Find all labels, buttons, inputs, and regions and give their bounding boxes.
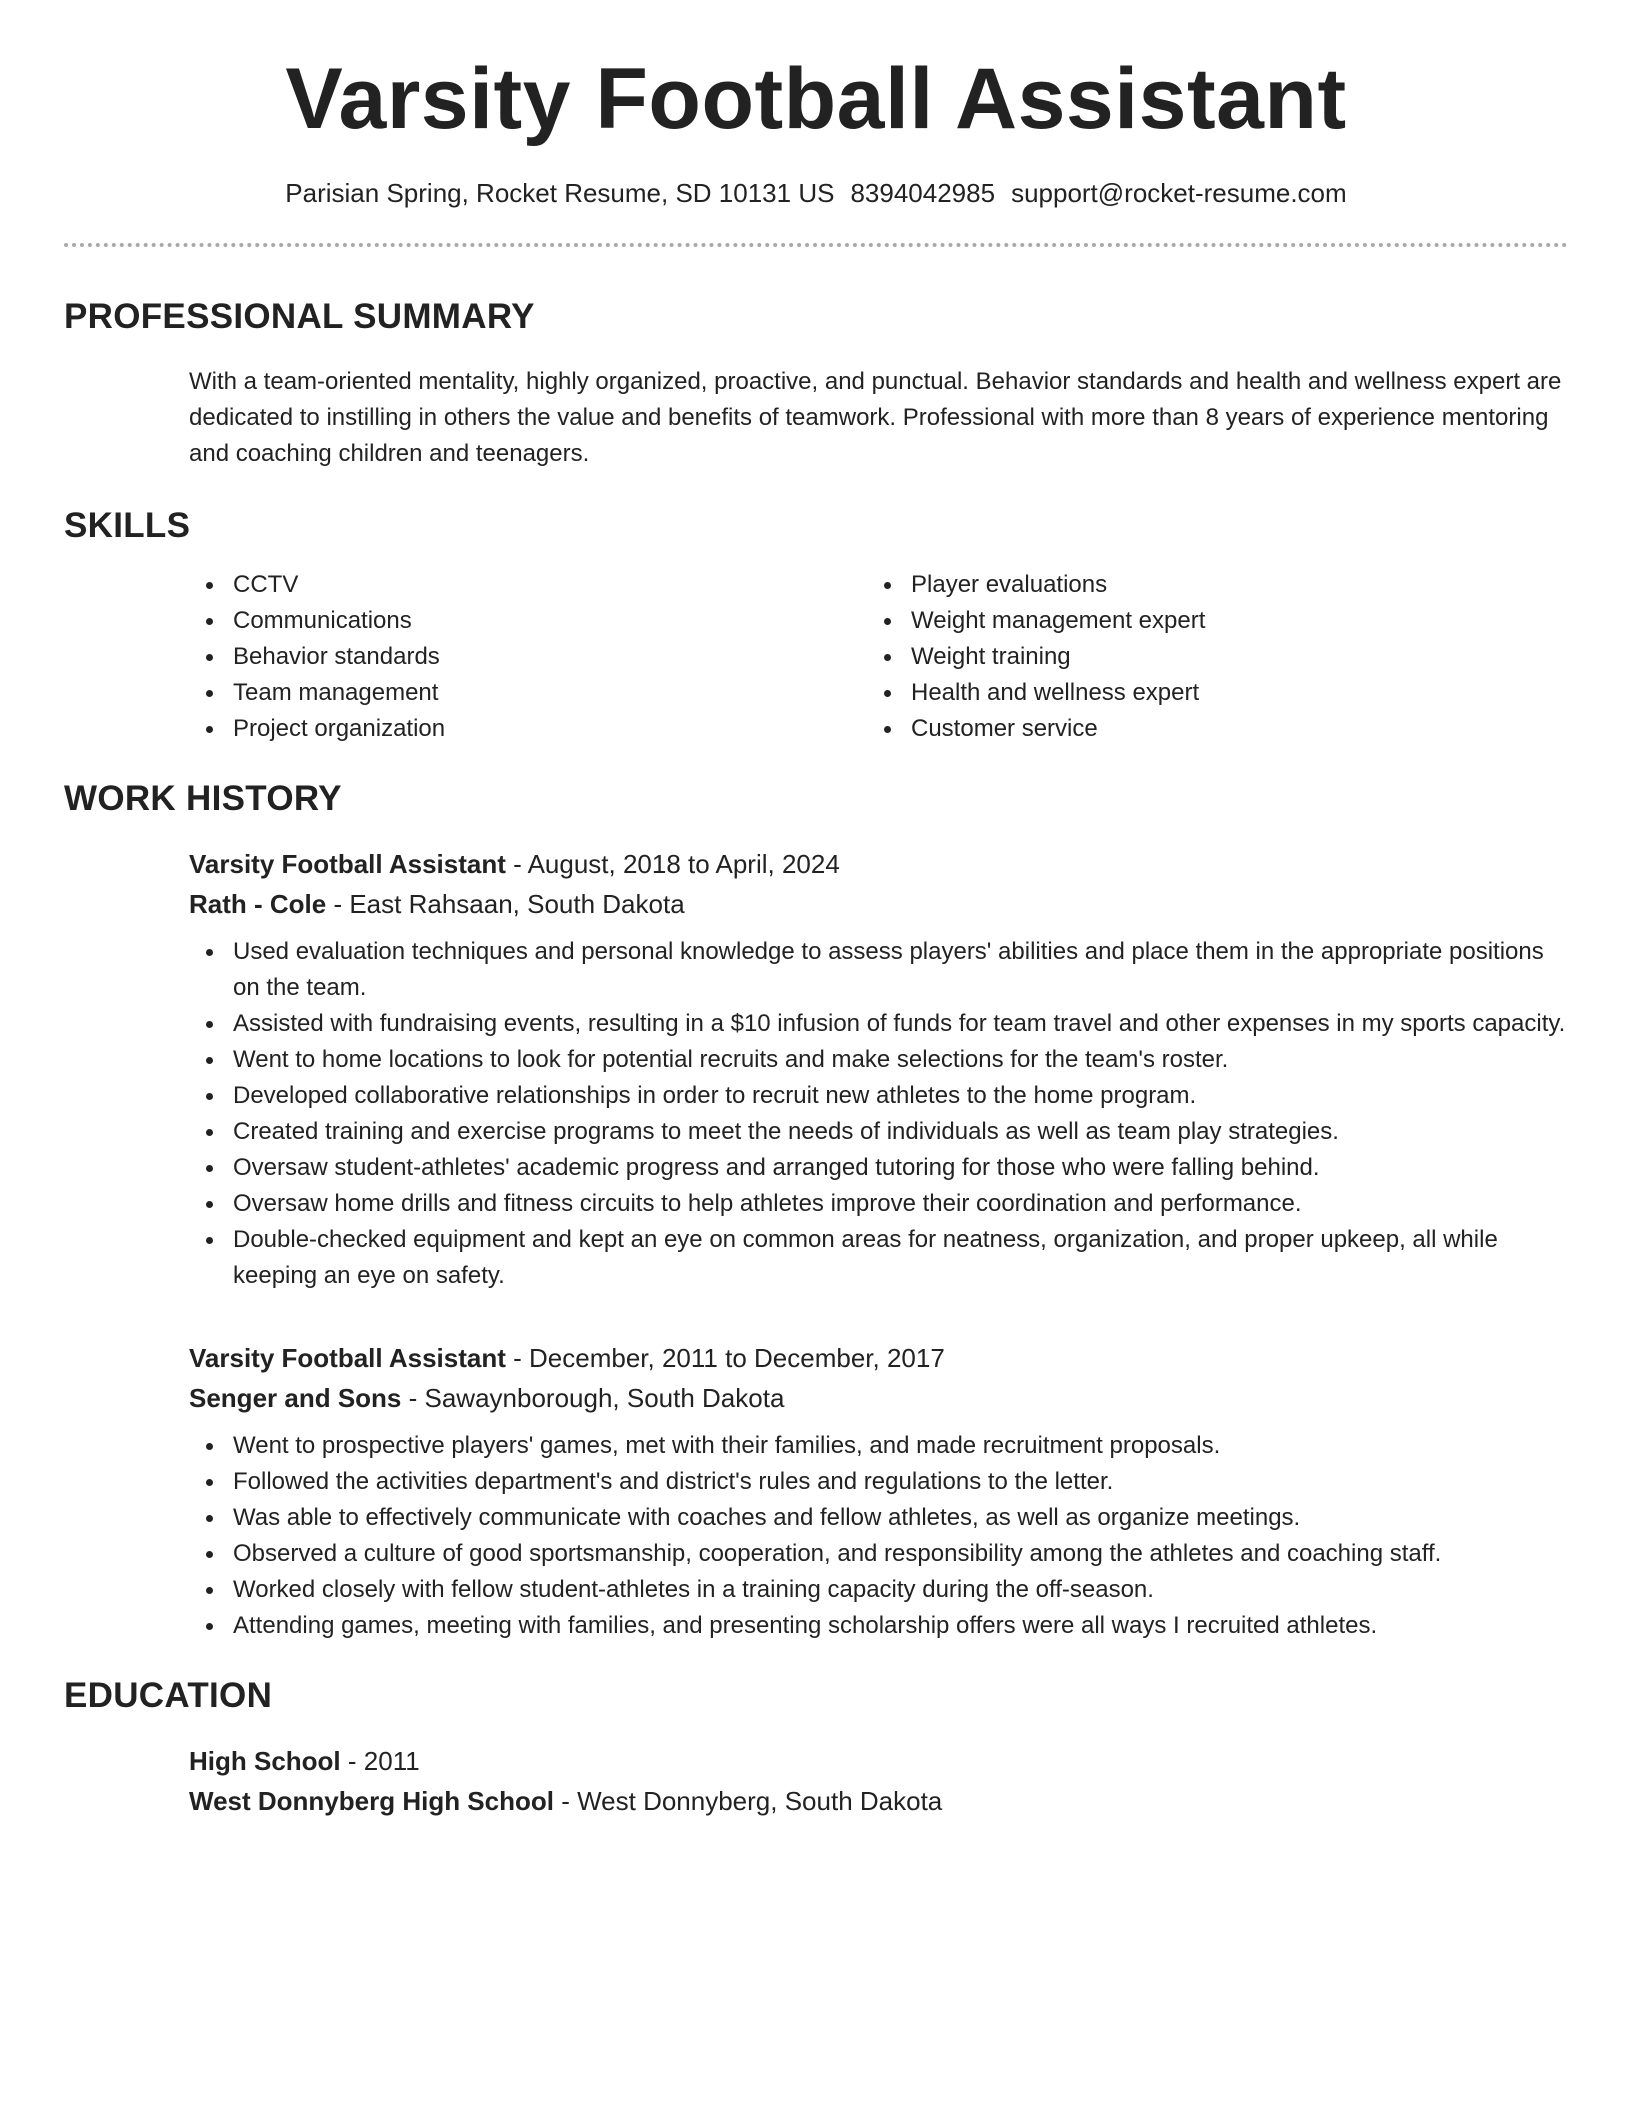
skills-column-left xyxy=(189,567,867,747)
job-entry xyxy=(189,844,1568,1294)
candidate-name: Varsity Football Assistant xyxy=(285,51,1347,147)
job-duty: Observed a culture of good sportsmanship, cooperation, and responsibility among the athletes and coaching staff. xyxy=(189,1536,1568,1572)
job-title-line xyxy=(189,1338,1568,1378)
skills-heading: SKILLS xyxy=(64,506,191,546)
education-year: - 2011 xyxy=(340,1746,420,1777)
job-company-line xyxy=(189,1378,1568,1418)
skill-item: Project organization xyxy=(189,711,867,747)
contact-address: Parisian Spring, Rocket Resume, SD 10131 US xyxy=(285,178,835,208)
job-dates: - August, 2018 to April, 2024 xyxy=(505,849,840,880)
skill-item: Customer service xyxy=(867,711,1545,747)
job-duty: Developed collaborative relationships in order to recruit new athletes to the home program. xyxy=(189,1078,1568,1114)
work-history-heading: WORK HISTORY xyxy=(64,779,342,819)
work-history-section xyxy=(64,781,1568,1644)
job-company: Senger and Sons xyxy=(189,1383,402,1414)
education-heading: EDUCATION xyxy=(64,1676,273,1716)
job-duty: Attending games, meeting with families, and presenting scholarship offers were all ways I recruited athletes. xyxy=(189,1608,1568,1644)
job-duty: Was able to effectively communicate with coaches and fellow athletes, as well as organize meetings. xyxy=(189,1500,1568,1536)
job-duty: Oversaw student-athletes' academic progress and arranged tutoring for those who were falling behind. xyxy=(189,1150,1568,1186)
summary-section xyxy=(64,299,1568,472)
skills-column-right xyxy=(867,567,1545,747)
job-duties xyxy=(189,1428,1568,1644)
education-school-line xyxy=(189,1781,1568,1821)
education-entry xyxy=(189,1741,1568,1821)
job-duty: Followed the activities department's and district's rules and regulations to the letter. xyxy=(189,1464,1568,1500)
skills-section xyxy=(64,508,1568,747)
job-dates: - December, 2011 to December, 2017 xyxy=(505,1343,945,1374)
education-section xyxy=(64,1678,1568,1821)
job-role: Varsity Football Assistant xyxy=(189,1343,506,1374)
header-divider xyxy=(64,243,1568,247)
job-duty: Worked closely with fellow student-athletes in a training capacity during the off-season. xyxy=(189,1572,1568,1608)
education-degree-line xyxy=(189,1741,1568,1781)
resume-header xyxy=(64,0,1568,209)
skill-item: Behavior standards xyxy=(189,639,867,675)
job-location: - East Rahsaan, South Dakota xyxy=(326,889,685,920)
education-degree: High School xyxy=(189,1746,341,1777)
job-duty: Went to home locations to look for potential recruits and make selections for the team's roster. xyxy=(189,1042,1568,1078)
job-title-line xyxy=(189,844,1568,884)
job-company-line xyxy=(189,884,1568,924)
skill-item: Weight training xyxy=(867,639,1545,675)
skill-item: Weight management expert xyxy=(867,603,1545,639)
job-duty: Assisted with fundraising events, resulting in a $10 infusion of funds for team travel and other expenses in my sports capacity. xyxy=(189,1006,1568,1042)
contact-phone: 8394042985 xyxy=(850,178,996,208)
skill-item: CCTV xyxy=(189,567,867,603)
skill-item: Health and wellness expert xyxy=(867,675,1545,711)
job-duty: Double-checked equipment and kept an eye on common areas for neatness, organization, and proper upkeep, all while keeping an eye on safety. xyxy=(189,1222,1568,1294)
job-duties xyxy=(189,934,1568,1294)
job-duty: Went to prospective players' games, met with their families, and made recruitment proposals. xyxy=(189,1428,1568,1464)
education-location: - West Donnyberg, South Dakota xyxy=(553,1786,943,1817)
job-duty: Created training and exercise programs to meet the needs of individuals as well as team play strategies. xyxy=(189,1114,1568,1150)
skill-item: Player evaluations xyxy=(867,567,1545,603)
job-company: Rath - Cole xyxy=(189,889,327,920)
job-duty: Used evaluation techniques and personal knowledge to assess players' abilities and place them in the appropriate positions on the team. xyxy=(189,934,1568,1006)
job-duty: Oversaw home drills and fitness circuits to help athletes improve their coordination and performance. xyxy=(189,1186,1568,1222)
summary-heading: PROFESSIONAL SUMMARY xyxy=(64,297,535,337)
summary-text: With a team-oriented mentality, highly organized, proactive, and punctual. Behavior standards and health and wellness expert are dedicated to instilling in others the value and benefits of teamwork. Professional with more than 8 years of experience mentoring and coaching children and teenagers. xyxy=(189,368,1562,468)
skill-item: Team management xyxy=(189,675,867,711)
contact-line xyxy=(64,178,1568,209)
skills-grid xyxy=(189,567,1568,747)
skill-item: Communications xyxy=(189,603,867,639)
contact-email: support@rocket-resume.com xyxy=(1011,178,1347,208)
job-entry xyxy=(189,1338,1568,1644)
job-location: - Sawaynborough, South Dakota xyxy=(401,1383,785,1414)
job-role: Varsity Football Assistant xyxy=(189,849,506,880)
education-school: West Donnyberg High School xyxy=(189,1786,554,1817)
